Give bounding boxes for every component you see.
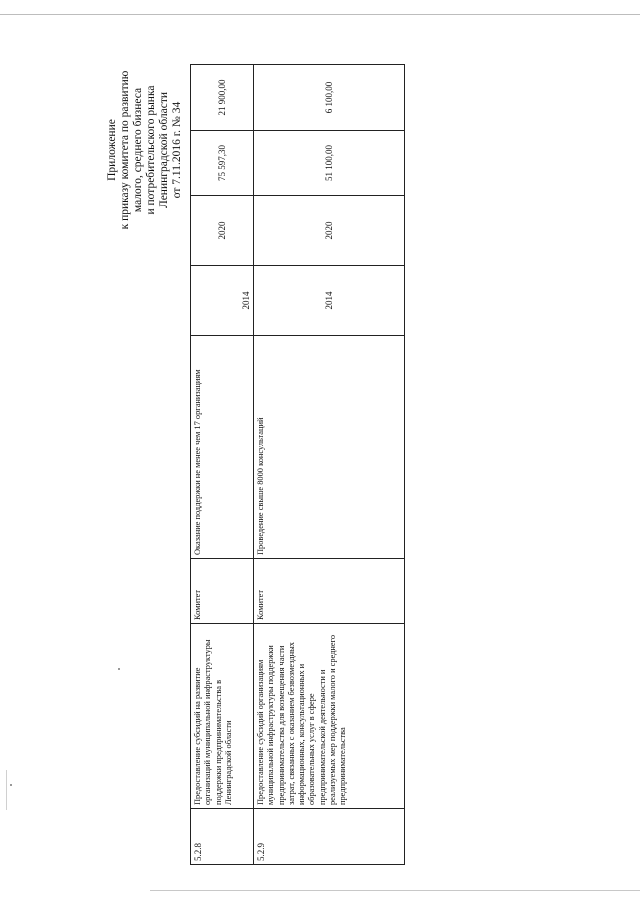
start-year: 2014 — [240, 291, 251, 310]
header-line: Ленинградской области — [158, 91, 170, 209]
row-number: 5.2.9 — [254, 809, 405, 865]
rotated-page — [100, 65, 360, 865]
row-number: 5.2.8 — [191, 809, 254, 865]
measure-cell: Предоставление субсидий организациям муниципальной инфраструктуры поддержки предпринимательства для возмещения части затрат, связанных с оказанием безвозмездных информационных, консультационных и образовательных услуг в сфере предпринимательской деятельности и реализуемых мер поддержки малого и среднего предпринимательства — [254, 624, 405, 809]
start-year-cell: 2014 — [254, 266, 405, 336]
measure-cell: Предоставление субсидий на развитие организаций муниципальной инфраструктуры поддержки предпринимательства в Ленинградской области — [191, 624, 254, 809]
header-line: и потребительского рынка — [145, 85, 157, 215]
header-line: к приказу комитета по развитию — [119, 70, 131, 230]
start-year-cell — [191, 266, 254, 336]
header-line: Приложение — [106, 119, 118, 181]
scan-edge-bottom — [150, 890, 640, 891]
scan-edge-left — [6, 770, 7, 810]
result-cell: Проведение свыше 8000 консультаций — [254, 336, 405, 559]
scan-speck — [10, 784, 12, 786]
total-cell: 51 100,00 — [254, 131, 405, 196]
appendix-header — [106, 65, 184, 235]
table-row — [191, 65, 254, 865]
executor-cell: Комитет — [254, 559, 405, 624]
header-line: от 7.11.2016 г. № 34 — [171, 101, 183, 199]
amount-cell: 21 900,00 — [191, 65, 254, 131]
header-line: малого, среднего бизнеса — [132, 87, 144, 213]
amount-cell: 6 100,00 — [254, 65, 405, 131]
result-cell: Оказание поддержки не менее чем 17 организациям — [191, 336, 254, 559]
total-cell: 75 597,30 — [191, 131, 254, 196]
end-year-cell: 2020 — [191, 196, 254, 266]
executor-cell: Комитет — [191, 559, 254, 624]
table-row — [254, 65, 405, 865]
end-year-cell: 2020 — [254, 196, 405, 266]
scan-edge-top — [0, 14, 640, 15]
measures-table — [190, 64, 405, 865]
